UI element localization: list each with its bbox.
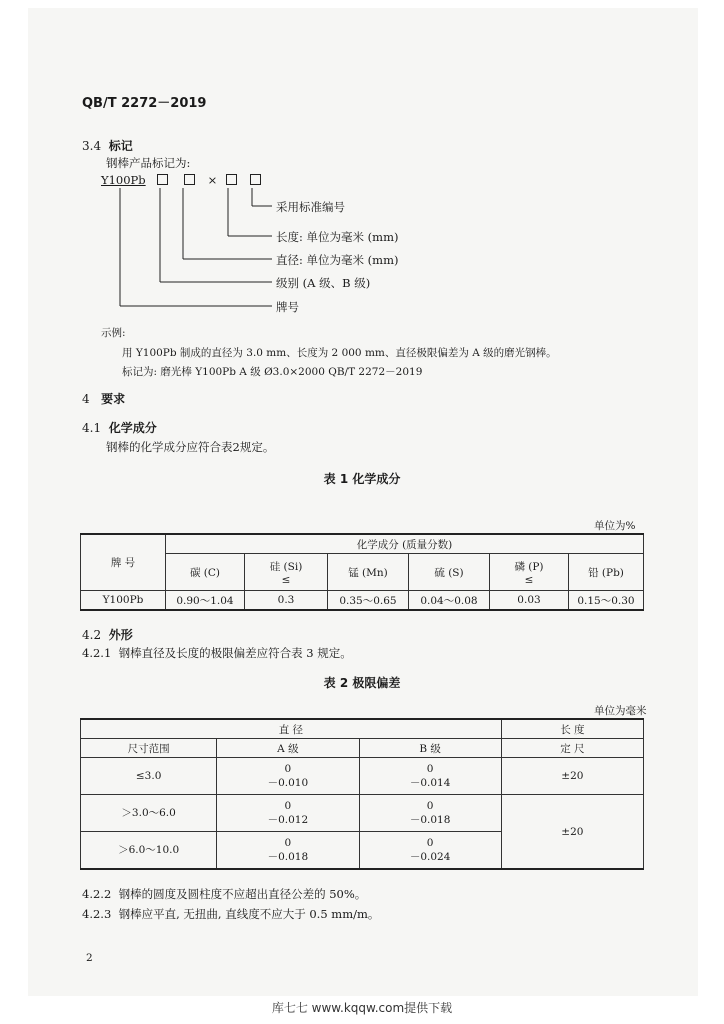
p-label: 磷 (P)	[514, 560, 544, 573]
section-number: 4.2	[82, 628, 102, 642]
section-4-2-3	[82, 906, 379, 922]
table-header: 铅 (Pb)	[569, 554, 644, 591]
section-4-1-text: 钢棒的化学成分应符合表2规定。	[106, 440, 275, 454]
lower-deviation: －0.018	[267, 851, 309, 863]
table-row	[81, 795, 644, 832]
upper-deviation: 0	[284, 763, 292, 775]
lower-deviation: －0.018	[409, 814, 451, 826]
label-standard-number: 采用标准编号	[276, 200, 345, 214]
download-footer-link[interactable]: 库七七 www.kqqw.com提供下载	[271, 1001, 453, 1015]
lower-deviation: －0.012	[267, 814, 309, 826]
label-grade: 级别 (A 级、B 级)	[276, 276, 371, 290]
table-row	[81, 591, 644, 611]
chemical-composition-table	[80, 533, 644, 611]
section-text: 钢棒应平直, 无扭曲, 直线度不应大于 0.5 mm/m。	[118, 907, 380, 921]
table-header: 定 尺	[501, 739, 643, 758]
table-header	[490, 554, 569, 591]
section-4-1-heading	[82, 419, 157, 436]
section-number: 4.1	[82, 421, 102, 435]
table-header: 牌 号	[81, 534, 166, 591]
lower-deviation: －0.014	[409, 777, 451, 789]
example-label: 示例:	[101, 327, 126, 339]
upper-deviation: 0	[426, 763, 434, 775]
section-text: 钢棒的圆度及圆柱度不应超出直径公差的 50%。	[118, 887, 367, 901]
table-header: A 级	[217, 739, 359, 758]
times-sign: ×	[207, 173, 218, 187]
section-number: 4.2.3	[82, 907, 112, 921]
table-header: 碳 (C)	[166, 554, 245, 591]
table-cell: 0.04～0.08	[409, 591, 490, 611]
section-4-2-1	[82, 645, 352, 661]
example-line-2: 标记为: 磨光棒 Y100Pb A 级 Ø3.0×2000 QB/T 2272－2019	[122, 366, 423, 378]
table-header: 直 径	[81, 719, 502, 739]
table-row	[81, 758, 644, 795]
table2-title: 表 2 极限偏差	[323, 676, 401, 690]
tolerance-table	[80, 718, 644, 870]
table-cell: Y100Pb	[81, 591, 166, 611]
label-brand: 牌号	[276, 300, 299, 314]
section-title: 要求	[101, 392, 126, 406]
table-header: 尺寸范围	[81, 739, 217, 758]
label-length: 长度: 单位为毫米 (mm)	[276, 230, 399, 244]
table-cell: ±20	[501, 795, 643, 870]
section-4-2-2	[82, 886, 366, 902]
table-cell: 0.35～0.65	[328, 591, 409, 611]
table-header: 锰 (Mn)	[328, 554, 409, 591]
table-cell	[217, 832, 359, 870]
table1-unit: 单位为%	[594, 520, 636, 532]
upper-deviation: 0	[426, 837, 434, 849]
lower-deviation: －0.010	[267, 777, 309, 789]
section-4-heading	[82, 390, 125, 407]
table-cell: ≤3.0	[81, 758, 217, 795]
si-label: 硅 (Si)	[269, 560, 303, 573]
table-header: B 级	[359, 739, 501, 758]
max-symbol: ≤	[281, 573, 291, 586]
upper-deviation: 0	[426, 800, 434, 812]
table-cell	[217, 795, 359, 832]
table2-unit: 单位为毫米	[594, 705, 647, 717]
table-cell: ±20	[501, 758, 643, 795]
table-cell: 0.03	[490, 591, 569, 611]
section-number: 4	[82, 392, 90, 406]
max-symbol: ≤	[524, 573, 534, 586]
table-header: 硫 (S)	[409, 554, 490, 591]
marking-intro: 钢棒产品标记为:	[106, 156, 191, 170]
section-number: 4.2.1	[82, 646, 112, 660]
section-text: 钢棒直径及长度的极限偏差应符合表 3 规定。	[118, 646, 352, 660]
section-number: 3.4	[82, 139, 102, 153]
upper-deviation: 0	[284, 800, 292, 812]
table-cell	[217, 758, 359, 795]
section-number: 4.2.2	[82, 887, 112, 901]
table-header: 长 度	[501, 719, 643, 739]
table-cell: ＞3.0～6.0	[81, 795, 217, 832]
example-line-1: 用 Y100Pb 制成的直径为 3.0 mm、长度为 2 000 mm、直径极限偏差为 A 级的磨光钢棒。	[122, 347, 557, 359]
page-number: 2	[86, 952, 93, 964]
table-cell	[359, 758, 501, 795]
table-header: 化学成分 (质量分数)	[166, 534, 644, 554]
table-cell: ＞6.0～10.0	[81, 832, 217, 870]
section-title: 化学成分	[108, 421, 157, 435]
label-diameter: 直径: 单位为毫米 (mm)	[276, 253, 399, 267]
table-header	[245, 554, 328, 591]
table-cell: 0.15～0.30	[569, 591, 644, 611]
table-cell	[359, 832, 501, 870]
upper-deviation: 0	[284, 837, 292, 849]
table-cell: 0.3	[245, 591, 328, 611]
section-title: 外形	[108, 628, 133, 642]
table-cell: 0.90～1.04	[166, 591, 245, 611]
brand-code: Y100Pb	[101, 173, 146, 187]
section-title: 标记	[108, 139, 133, 153]
table-cell	[359, 795, 501, 832]
standard-header: QB/T 2272－2019	[82, 96, 207, 111]
lower-deviation: －0.024	[409, 851, 451, 863]
section-4-2-heading	[82, 626, 133, 643]
table1-title: 表 1 化学成分	[323, 472, 401, 486]
